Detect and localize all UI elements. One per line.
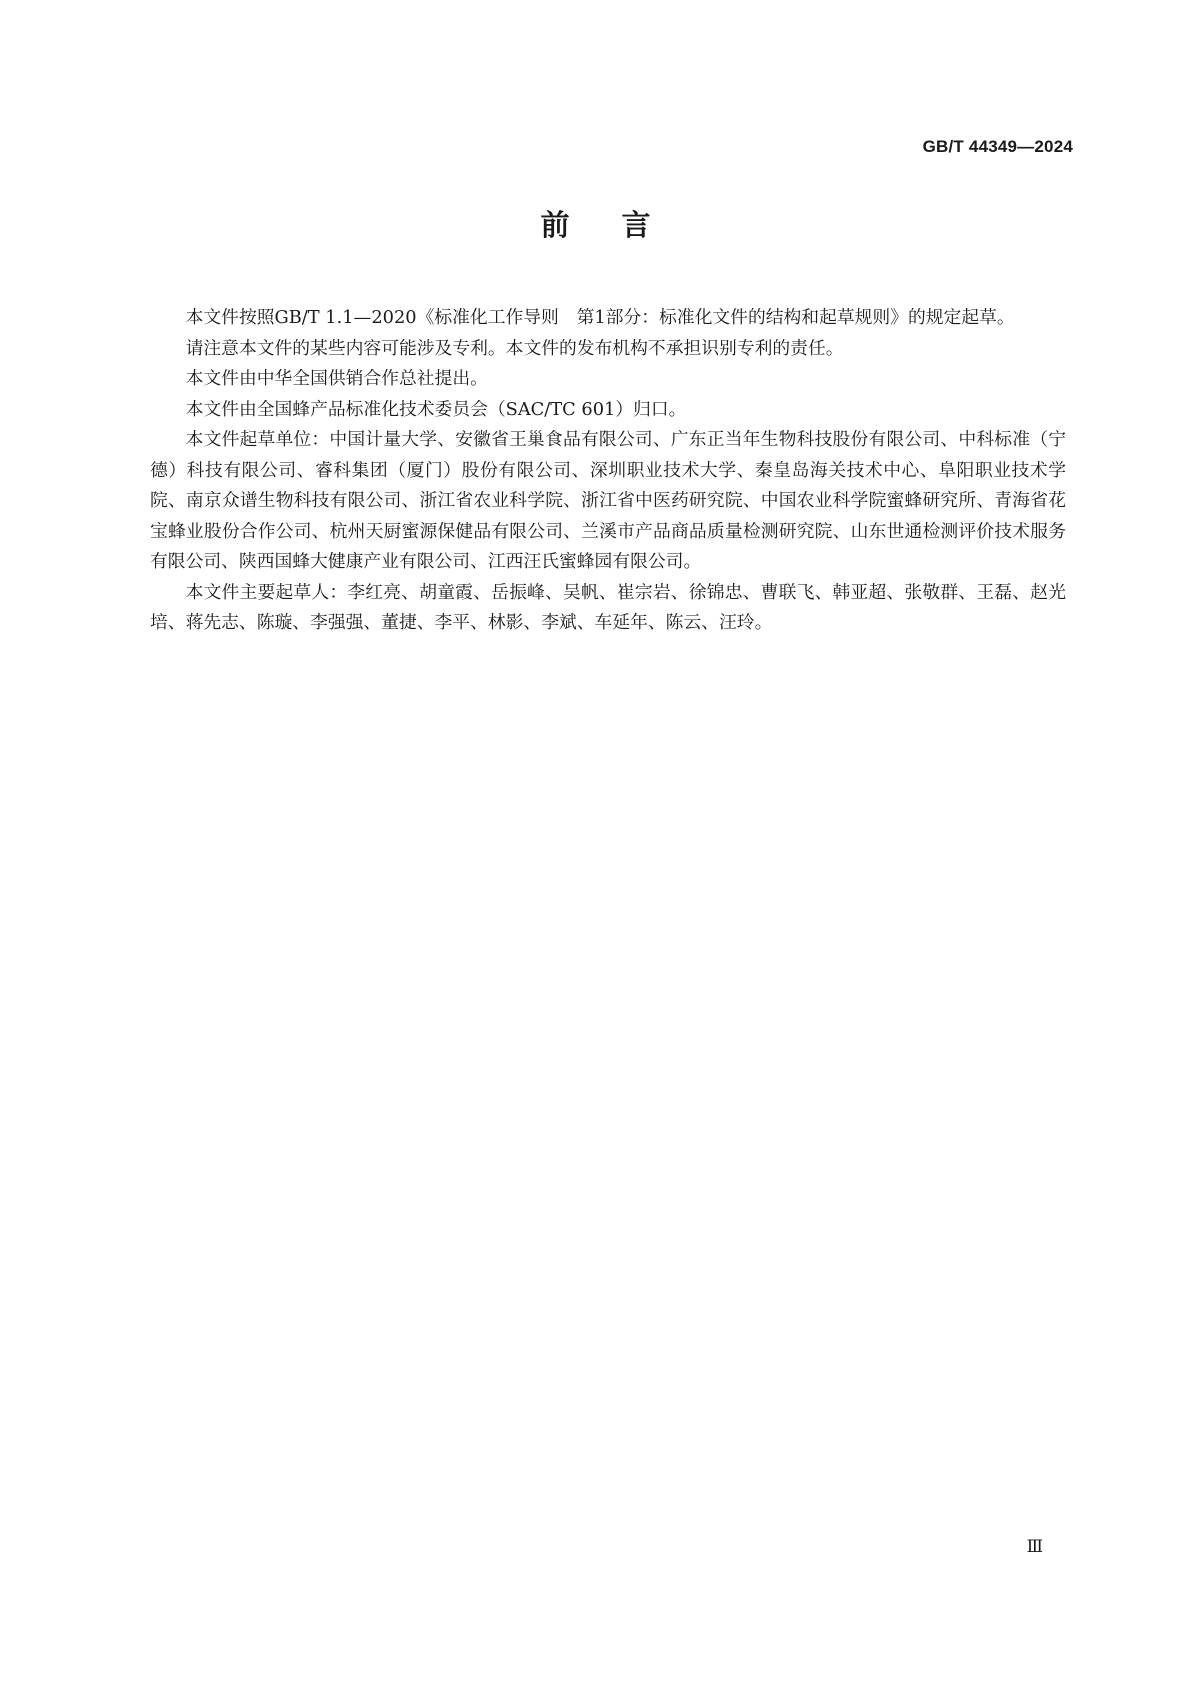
page-title: 前言	[540, 208, 703, 242]
paragraph-drafting-units: 本文件起草单位：中国计量大学、安徽省王巢食品有限公司、广东正当年生物科技股份有限公司、中科标准（宁德）科技有限公司、睿科集团（厦门）股份有限公司、深圳职业技术大学、秦皇岛海关技术中心、阜阳职业技术学院、南京众谱生物科技有限公司、浙江省农业科学院、浙江省中医药研究院、中国农业科学院蜜蜂研究所、青海省花宝蜂业股份合作公司、杭州天厨蜜源保健品有限公司、兰溪市产品商品质量检测研究院、山东世通检测评价技术服务有限公司、陕西国蜂大健康产业有限公司、江西汪氏蜜蜂园有限公司。	[150, 429, 1066, 572]
paragraph-drafting-rules: 本文件按照GB/T 1.1—2020《标准化工作导则 第1部分：标准化文件的结构和起草规则》的规定起草。	[185, 307, 1015, 328]
paragraph-technical-committee: 本文件由全国蜂产品标准化技术委员会（SAC/TC 601）归口。	[185, 398, 687, 420]
paragraph-main-drafters: 本文件主要起草人：李红亮、胡童霞、岳振峰、吴帆、崔宗岩、徐锦忠、曹联飞、韩亚超、张敬群、王磊、赵光培、蒋先志、陈璇、李强强、董捷、李平、林影、李斌、车延年、陈云、汪玲。	[150, 581, 1066, 633]
paragraph-patent-notice: 请注意本文件的某些内容可能涉及专利。本文件的发布机构不承担识别专利的责任。	[185, 337, 844, 359]
paragraph-proposer: 本文件由中华全国供销合作总社提出。	[185, 368, 488, 389]
page-number: Ⅲ	[1026, 1537, 1043, 1557]
standard-code: GB/T 44349—2024	[922, 137, 1073, 156]
foreword-body	[150, 303, 1066, 639]
